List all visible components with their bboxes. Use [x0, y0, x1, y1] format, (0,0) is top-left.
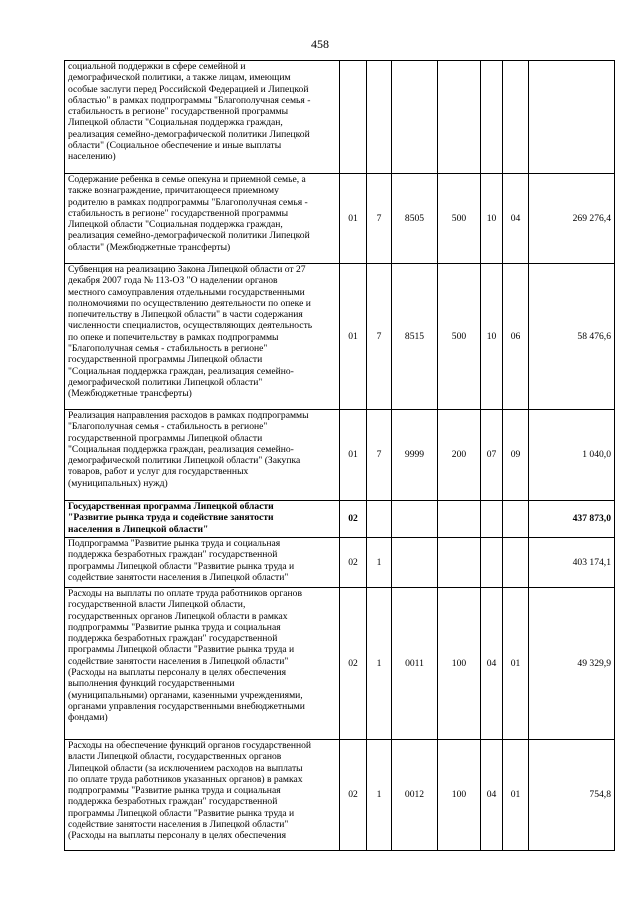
row-amount: 754,8 — [529, 740, 615, 851]
row-expense-type-code — [438, 538, 481, 588]
row-expense-type-code: 500 — [438, 174, 481, 264]
row-subsection-code: 01 — [503, 740, 529, 851]
row-amount: 58 476,6 — [529, 264, 615, 410]
row-subprogram-code: 7 — [367, 410, 392, 501]
table-row-program-total — [65, 501, 615, 538]
row-subprogram-code: 1 — [367, 588, 392, 740]
row-subsection-code: 04 — [503, 174, 529, 264]
row-section-code: 07 — [481, 410, 503, 501]
row-section-code: 10 — [481, 264, 503, 410]
row-section-code: 04 — [481, 740, 503, 851]
row-program-code: 02 — [340, 501, 367, 538]
row-expense-type-code — [438, 61, 481, 174]
row-direction-code: 0011 — [392, 588, 438, 740]
row-description: социальной поддержки в сфере семейной и демографической политики, а также лицам, имеющим особые заслуги перед Российской Федерацией и Липецкой областью" в рамках подпрограммы "Благополучная семья - стабильность в регионе" государственной программы Липецкой области "Социальная поддержка граждан, реализация семейно-демографической политики Липецкой области" (Социальное обеспечение и иные выплаты населению) — [68, 61, 311, 163]
row-expense-type-code: 200 — [438, 410, 481, 501]
table-row — [65, 740, 615, 851]
table-row — [65, 264, 615, 410]
row-program-code: 01 — [340, 174, 367, 264]
row-expense-type-code: 100 — [438, 740, 481, 851]
row-subprogram-code: 7 — [367, 174, 392, 264]
row-section-code — [481, 61, 503, 174]
row-expense-type-code — [438, 501, 481, 538]
row-section-code — [481, 501, 503, 538]
row-description: Содержание ребенка в семье опекуна и приемной семье, а также вознаграждение, причитающееся приемному родителю в рамках подпрограммы "Благополучная семья - стабильность в регионе" государственной программы Липецкой области "Социальная поддержка граждан, реализация семейно-демографической политики Липецкой области" (Межбюджетные трансферты) — [68, 174, 310, 253]
table-row — [65, 410, 615, 501]
row-subprogram-code: 1 — [367, 538, 392, 588]
table-row — [65, 538, 615, 588]
row-subsection-code: 06 — [503, 264, 529, 410]
row-section-code: 04 — [481, 588, 503, 740]
row-program-code: 02 — [340, 740, 367, 851]
row-amount: 49 329,9 — [529, 588, 615, 740]
row-description: Расходы на выплаты по оплате труда работников органов государственной власти Липецкой области, государственных органов Липецкой области в рамках подпрограммы "Развитие рынка труда и социальная поддержка безработных граждан" государственной программы Липецкой области "Развитие рынка труда и содействие занятости населения в Липецкой области" (Расходы на выплаты персоналу в целях обеспечения выполнения функций государственными (муниципальными) органами, казенными учреждениями, органами управления государственными внебюджетными фондами) — [68, 588, 305, 724]
row-direction-code: 8505 — [392, 174, 438, 264]
row-expense-type-code: 500 — [438, 264, 481, 410]
row-section-code: 10 — [481, 174, 503, 264]
row-amount: 437 873,0 — [529, 501, 615, 538]
row-direction-code — [392, 538, 438, 588]
row-subprogram-code — [367, 61, 392, 174]
table-row — [65, 588, 615, 740]
table-row — [65, 174, 615, 264]
page-number: 458 — [311, 37, 329, 51]
row-subprogram-code — [367, 501, 392, 538]
row-subsection-code — [503, 501, 529, 538]
row-subsection-code: 09 — [503, 410, 529, 501]
row-description: Реализация направления расходов в рамках подпрограммы "Благополучная семья - стабильность в регионе" государственной программы Липецкой области "Социальная поддержка граждан, реализация семейно- демографической политики Липецкой области" (Закупка товаров, работ и услуг для государственных (муниципальных) нужд) — [68, 410, 309, 489]
row-amount — [529, 61, 615, 174]
row-amount: 1 040,0 — [529, 410, 615, 501]
row-amount: 269 276,4 — [529, 174, 615, 264]
row-subsection-code — [503, 61, 529, 174]
row-program-code: 01 — [340, 410, 367, 501]
row-amount: 403 174,1 — [529, 538, 615, 588]
row-program-code: 02 — [340, 588, 367, 740]
row-direction-code: 9999 — [392, 410, 438, 501]
row-expense-type-code: 100 — [438, 588, 481, 740]
row-subsection-code — [503, 538, 529, 588]
budget-table — [64, 60, 615, 851]
row-direction-code — [392, 501, 438, 538]
row-description: Государственная программа Липецкой области "Развитие рынка труда и содействие занятости населения в Липецкой области" — [68, 501, 274, 535]
row-description: Субвенция на реализацию Закона Липецкой области от 27 декабря 2007 года № 113-ОЗ "О наделении органов местного самоуправления отдельными государственными полномочиями по осуществлению деятельности по опеке и попечительству в Липецкой области" в части содержания численности специалистов, осуществляющих деятельность по опеке и попечительству в рамках подпрограммы "Благополучная семья - стабильность в регионе" государственной программы Липецкой области "Социальная поддержка граждан, реализация семейно- демографической политики Липецкой области" (Межбюджетные трансферты) — [68, 264, 313, 400]
row-subprogram-code: 7 — [367, 264, 392, 410]
row-program-code: 01 — [340, 264, 367, 410]
row-description: Расходы на обеспечение функций органов государственной власти Липецкой области, государственных органов Липецкой области (за исключением расходов на выплаты по оплате труда работников указанных органов) в рамках подпрограммы "Развитие рынка труда и социальная поддержка безработных граждан" государственной программы Липецкой области "Развитие рынка труда и содействие занятости населения в Липецкой области" (Расходы на выплаты персоналу в целях обеспечения — [68, 740, 312, 842]
table-row — [65, 61, 615, 174]
row-program-code — [340, 61, 367, 174]
row-direction-code: 8515 — [392, 264, 438, 410]
row-subprogram-code: 1 — [367, 740, 392, 851]
row-direction-code — [392, 61, 438, 174]
row-section-code — [481, 538, 503, 588]
row-direction-code: 0012 — [392, 740, 438, 851]
row-description: Подпрограмма "Развитие рынка труда и социальная поддержка безработных граждан" государственной программы Липецкой области "Развитие рынка труда и содействие занятости населения в Липецкой области" — [68, 538, 295, 583]
row-subsection-code: 01 — [503, 588, 529, 740]
row-program-code: 02 — [340, 538, 367, 588]
